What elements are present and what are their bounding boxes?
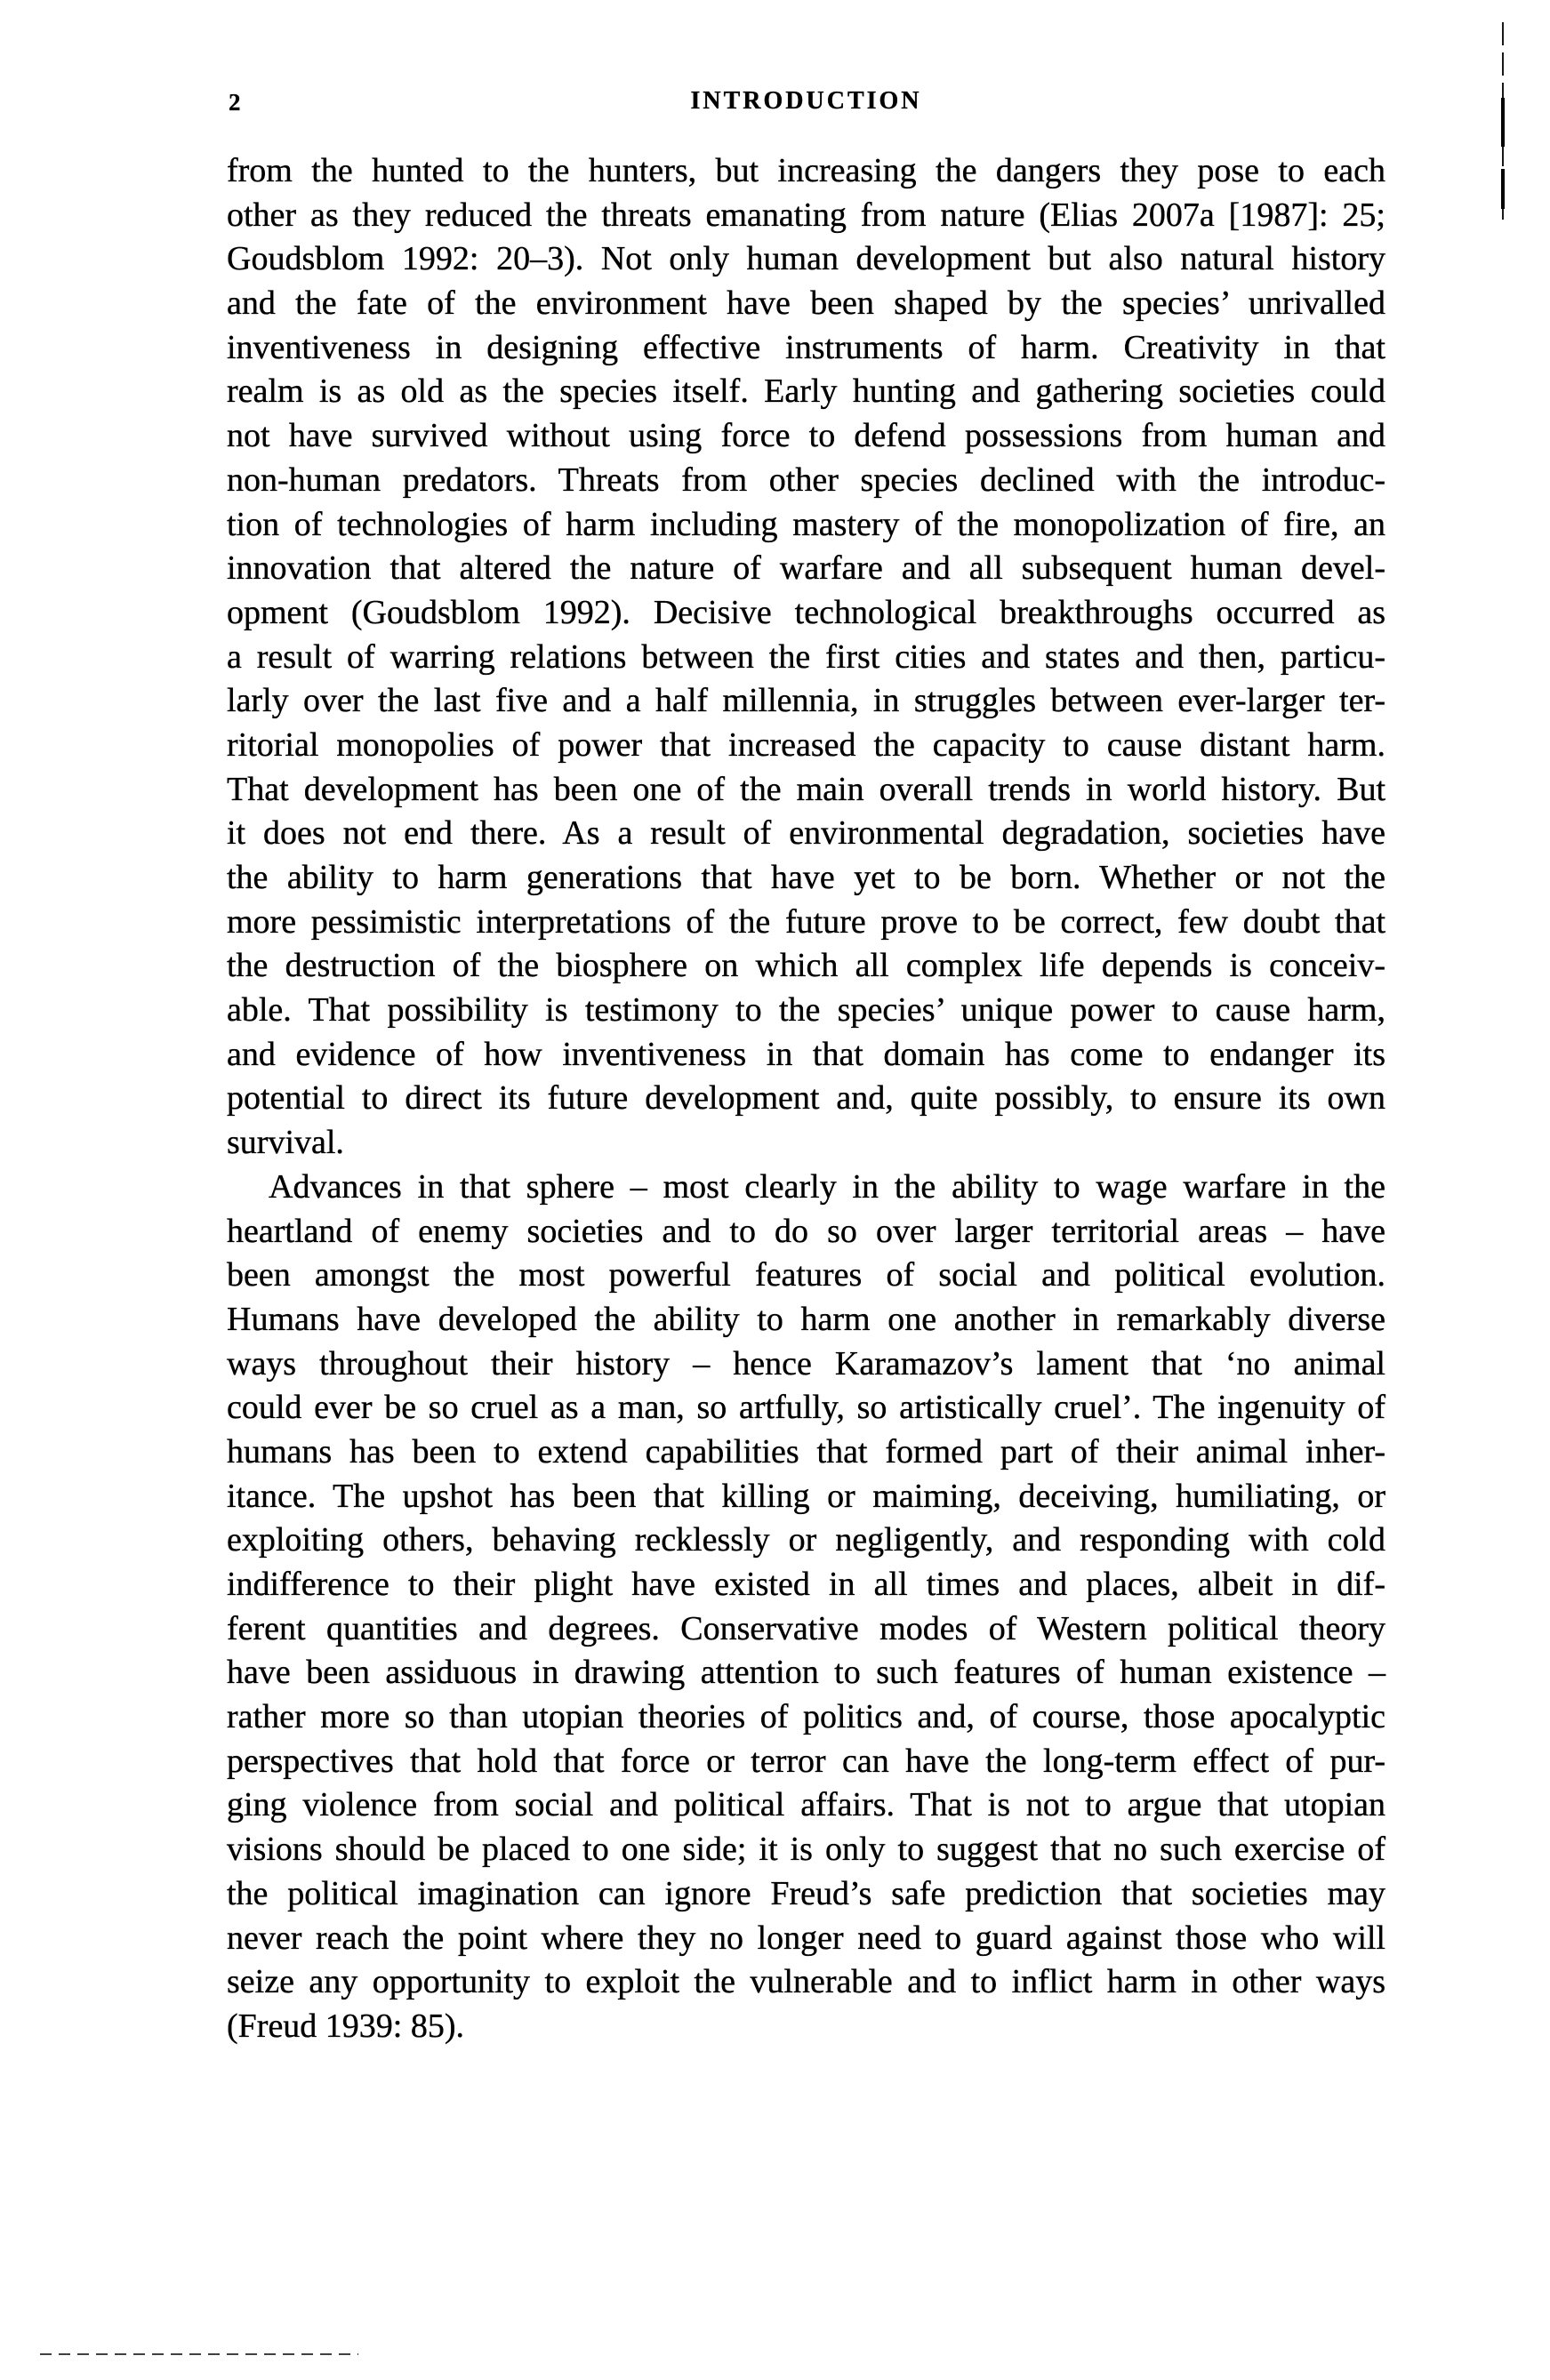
text-line: opment (Goudsblom 1992). Decisive technological breakthroughs occurred as	[227, 593, 1385, 631]
text-line: indifference to their plight have existed in all times and places, albeit in dif-	[227, 1566, 1385, 1603]
text-line: inventiveness in designing effective instruments of harm. Creativity in that	[227, 328, 1385, 366]
text-line: survival.	[227, 1124, 344, 1162]
text-line: it does not end there. As a result of environmental degradation, societies have	[227, 814, 1385, 853]
running-header	[227, 87, 1385, 119]
text-line: ferent quantities and degrees. Conservative modes of Western political theory	[227, 1609, 1385, 1647]
text-line: (Freud 1939: 85).	[227, 2007, 465, 2045]
text-line: visions should be placed to one side; it is only to suggest that no such exercise of	[227, 1831, 1385, 1869]
text-line: a result of warring relations between the first cities and states and then, particu-	[227, 637, 1385, 676]
text-line: more pessimistic interpretations of the future prove to be correct, few doubt that	[227, 902, 1385, 941]
text-line: not have survived without using force to defend possessions from human and	[227, 417, 1385, 455]
text-line: perspectives that hold that force or terror can have the long-term effect of pur-	[227, 1742, 1385, 1780]
text-line: the ability to harm generations that have yet to be born. Whether or not the	[227, 859, 1385, 896]
text-line: have been assiduous in drawing attention to such features of human existence –	[227, 1654, 1385, 1692]
text-line: and the fate of the environment have been shaped by the species’ unrivalled	[227, 284, 1385, 323]
scan-artifact-vertical-line-segment	[1501, 98, 1505, 147]
text-line: Goudsblom 1992: 20–3). Not only human development but also natural history	[227, 240, 1385, 278]
text-line: seize any opportunity to exploit the vulnerable and to inflict harm in other ways	[227, 1963, 1385, 2001]
text-line: and evidence of how inventiveness in that domain has come to endanger its	[227, 1035, 1385, 1073]
text-line: ging violence from social and political affairs. That is not to argue that utopian	[227, 1786, 1385, 1824]
text-line: That development has been one of the main overall trends in world history. But	[227, 770, 1385, 808]
scan-artifact-dashed-line	[40, 2353, 358, 2355]
text-line: could ever be so cruel as a man, so artfully, so artistically cruel’. The ingenuity of	[227, 1389, 1385, 1427]
text-line: other as they reduced the threats emanating from nature (Elias 2007a [1987]: 25;	[227, 196, 1385, 234]
text-line: tion of technologies of harm including mastery of the monopolization of fire, an	[227, 505, 1385, 543]
text-line: innovation that altered the nature of warfare and all subsequent human devel-	[227, 549, 1385, 588]
scan-artifact-vertical-line-segment	[1501, 169, 1505, 209]
text-line: the destruction of the biosphere on which all complex life depends is conceiv-	[227, 947, 1385, 985]
text-line: non-human predators. Threats from other species declined with the introduc-	[227, 461, 1385, 499]
text-line: exploiting others, behaving recklessly or negligently, and responding with cold	[227, 1521, 1385, 1559]
paragraph	[227, 1166, 1385, 2049]
text-line: Advances in that sphere – most clearly in the ability to wage warfare in the	[269, 1167, 1385, 1206]
text-line: the political imagination can ignore Freud’s safe prediction that societies may	[227, 1874, 1385, 1912]
text-line: ways throughout their history – hence Karamazov’s lament that ‘no animal	[227, 1344, 1385, 1382]
text-line: from the hunted to the hunters, but increasing the dangers they pose to each	[227, 152, 1385, 189]
text-line: heartland of enemy societies and to do so over larger territorial areas – have	[227, 1212, 1385, 1250]
paragraph	[227, 149, 1385, 1166]
text-line: larly over the last five and a half millennia, in struggles between ever-larger ter-	[227, 682, 1385, 720]
page-number: 2	[229, 89, 241, 116]
text-line: humans has been to extend capabilities that formed part of their animal inher-	[227, 1432, 1385, 1470]
text-line: Humans have developed the ability to harm one another in remarkably diverse	[227, 1300, 1385, 1338]
page-body	[227, 149, 1385, 2049]
text-line: never reach the point where they no longer need to guard against those who will	[227, 1919, 1385, 1957]
text-line: rather more so than utopian theories of politics and, of course, those apocalyptic	[227, 1698, 1385, 1736]
text-line: realm is as old as the species itself. Early hunting and gathering societies could	[227, 373, 1385, 411]
running-header-title: INTRODUCTION	[690, 87, 922, 115]
text-line: ritorial monopolies of power that increased the capacity to cause distant harm.	[227, 725, 1385, 764]
text-line: able. That possibility is testimony to the species’ unique power to cause harm,	[227, 991, 1385, 1030]
text-line: been amongst the most powerful features of social and political evolution.	[227, 1256, 1385, 1294]
text-line: itance. The upshot has been that killing or maiming, deceiving, humiliating, or	[227, 1477, 1385, 1515]
text-line: potential to direct its future development and, quite possibly, to ensure its own	[227, 1079, 1385, 1118]
